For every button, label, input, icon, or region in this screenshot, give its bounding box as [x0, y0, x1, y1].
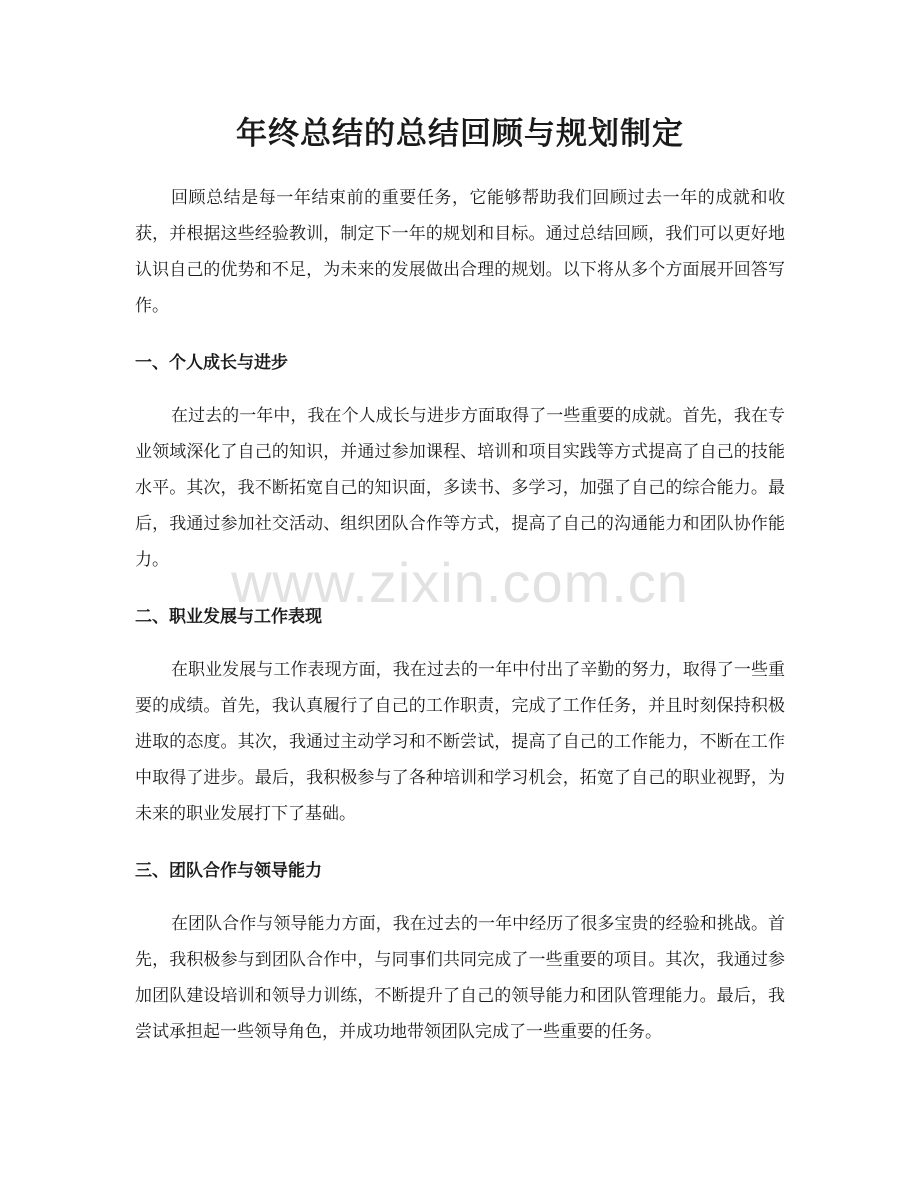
document-title: 年终总结的总结回顾与规划制定 [236, 116, 684, 152]
section-body-teamwork-leadership: 在团队合作与领导能力方面，我在过去的一年中经历了很多宝贵的经验和挑战。首先，我积极参与到团队合作中，与同事们共同完成了一些重要的项目。其次，我通过参加团队建设培训和领导力训练，不断提升了自己的领导能力和团队管理能力。最后，我尝试承担起一些领导角色，并成功地带领团队完成了一些重要的任务。 [135, 914, 785, 1042]
section-body-career-development: 在职业发展与工作表现方面，我在过去的一年中付出了辛勤的努力，取得了一些重要的成绩。首先，我认真履行了自己的工作职责，完成了工作任务，并且时刻保持积极进取的态度。其次，我通过主动学习和不断尝试，提高了自己的工作能力，不断在工作中取得了进步。最后，我积极参与了各种培训和学习机会，拓宽了自己的职业视野，为未来的职业发展打下了基础。 [135, 660, 785, 824]
section-heading-personal-growth: 一、个人成长与进步 [135, 353, 288, 373]
intro-paragraph: 回顾总结是每一年结束前的重要任务，它能够帮助我们回顾过去一年的成就和收获，并根据这些经验教训，制定下一年的规划和目标。通过总结回顾，我们可以更好地认识自己的优势和不足，为未来的发展做出合理的规划。以下将从多个方面展开回答写作。 [135, 188, 785, 316]
section-heading-career-development: 二、职业发展与工作表现 [135, 607, 322, 627]
section-body-personal-growth: 在过去的一年中，我在个人成长与进步方面取得了一些重要的成就。首先，我在专业领域深化了自己的知识，并通过参加课程、培训和项目实践等方式提高了自己的技能水平。其次，我不断拓宽自己的知识面，多读书、多学习，加强了自己的综合能力。最后，我通过参加社交活动、组织团队合作等方式，提高了自己的沟通能力和团队协作能力。 [135, 406, 785, 570]
watermark: www.zixin.com.cn [231, 551, 689, 614]
section-heading-teamwork-leadership: 三、团队合作与领导能力 [135, 861, 322, 881]
document-body [135, 180, 785, 1050]
